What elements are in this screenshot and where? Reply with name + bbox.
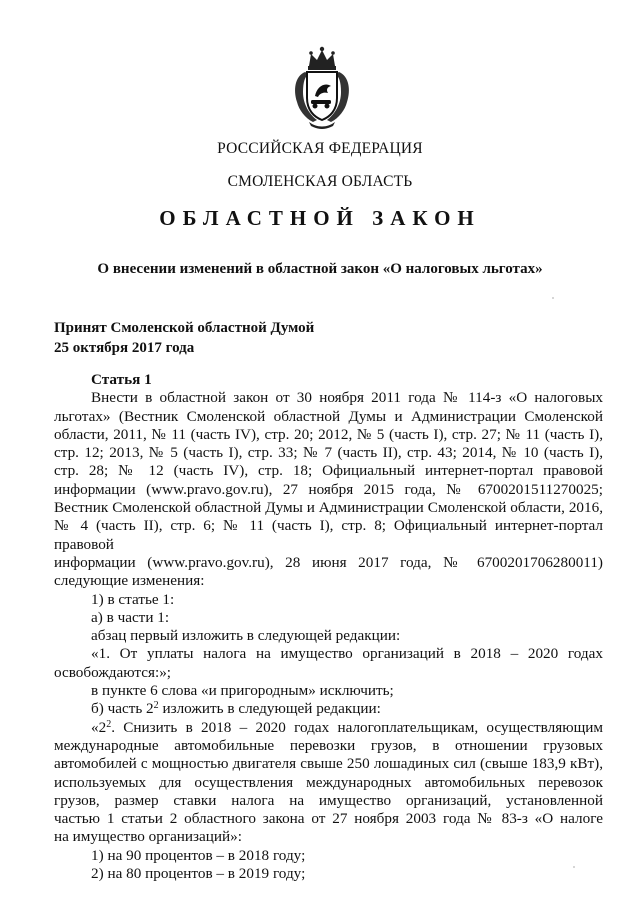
quote-2-rest: . Снизить в 2018 – 2020 годах налогоплательщикам, осуществляющим (111, 718, 603, 736)
article-text-line-5: стр. 28; № 12 (часть IV), стр. 18; Официальный интернет-портал правовой (54, 462, 603, 480)
coat-of-arms-icon (287, 46, 357, 130)
quote-2-line-3: автомобилей с мощностью двигателя свыше 250 лошадиных сил (свыше 183,9 кВт), (54, 755, 603, 773)
item-1: 1) в статье 1: (91, 590, 175, 608)
article-title: Статья 1 (91, 371, 152, 388)
quote-2-line-1 (54, 719, 603, 737)
sub-item-1: 1) на 90 процентов – в 2018 году; (91, 846, 306, 864)
article-text-line-2: льготах» (Вестник Смоленской областной Думы и Администрации Смоленской (54, 407, 603, 425)
sub-item-2: 2) на 80 процентов – в 2019 году; (91, 865, 306, 883)
scan-speck (552, 297, 554, 299)
quote-2-line-6: частью 1 статьи 2 областного закона от 27 ноября 2003 года № 83-з «О налоге (54, 810, 603, 828)
quote-2-sup: 2 (106, 718, 112, 730)
region-heading: СМОЛЕНСКАЯ ОБЛАСТЬ (227, 173, 413, 190)
adoption-date: 25 октября 2017 года (54, 340, 195, 356)
quote-2-line-4: используемых для осуществления международных автомобильных перевозок (54, 773, 603, 791)
quote-2-line-7: на имущество организаций»: (54, 828, 242, 846)
adoption-line-1: Принят Смоленской областной Думой (54, 320, 315, 336)
article-body (54, 371, 603, 883)
article-text-line-7: Вестник Смоленской областной Думы и Администрации Смоленской области, 2016, (54, 499, 603, 517)
article-text-line-10: следующие изменения: (54, 572, 205, 590)
adoption-info (54, 318, 314, 358)
quote-1-line-1: «1. От уплаты налога на имущество организаций в 2018 – 2020 годах (91, 645, 603, 663)
item-1a: а) в части 1: (91, 608, 170, 626)
item-1b-pre: б) часть 2 (91, 700, 154, 718)
law-subject-title: О внесении изменений в областной закон «О налоговых льготах» (97, 261, 543, 277)
quote-2-line-5: грузов, размер ставки налога на имущество организаций, установленной (54, 791, 603, 809)
country-heading: РОССИЙСКАЯ ФЕДЕРАЦИЯ (217, 140, 423, 157)
scan-speck (573, 866, 575, 868)
article-text-line-9: информации (www.pravo.gov.ru), 28 июня 2017 года, № 6700201706280011) (54, 553, 603, 571)
item-1b-post: изложить в следующей редакции: (158, 700, 381, 718)
article-text-line-1: Внести в областной закон от 30 ноября 2011 года № 114-з «О налоговых (91, 389, 603, 407)
item-point-6: в пункте 6 слова «и пригородным» исключить; (91, 682, 394, 700)
item-1a-text: абзац первый изложить в следующей редакции: (91, 627, 401, 645)
quote-2-line-2: международные автомобильные перевозки грузов, в отношении грузовых (54, 736, 603, 754)
item-1b (54, 700, 603, 718)
article-text-line-8: № 4 (часть II), стр. 6; № 11 (часть I), стр. 8; Официальный интернет-портал правовой (54, 517, 603, 553)
article-text-line-6: информации (www.pravo.gov.ru), 27 ноября 2015 года, № 6700201511270025; (54, 480, 603, 498)
item-1b-sup: 2 (153, 700, 159, 712)
quote-1-line-2: освобождаются:»; (54, 663, 172, 681)
article-text-line-3: области, 2011, № 11 (часть IV), стр. 20; 2012, № 5 (часть I), стр. 27; № 11 (часть I), (54, 425, 603, 443)
quote-2-pre: «2 (91, 718, 107, 736)
article-text-line-4: стр. 12; 2013, № 5 (часть I), стр. 33; № 7 (часть II), стр. 43; 2014, № 10 (часть I), (54, 444, 603, 462)
document-type-heading: ОБЛАСТНОЙ ЗАКОН (159, 206, 481, 230)
